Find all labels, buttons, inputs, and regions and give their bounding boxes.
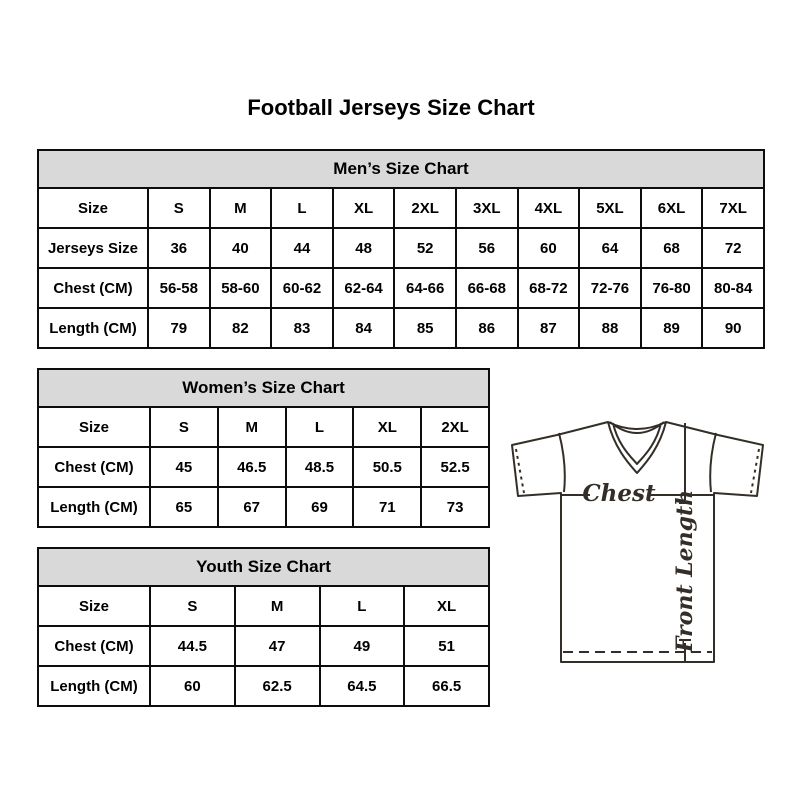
length-cell: 69 [286, 487, 354, 527]
length-cell: 90 [702, 308, 764, 348]
jersey-size-cell: 72 [702, 228, 764, 268]
size-cell: M [218, 407, 286, 447]
size-cell: XL [353, 407, 421, 447]
length-cell: 64.5 [320, 666, 405, 706]
youth-table-title: Youth Size Chart [38, 548, 489, 586]
chest-cell: 80-84 [702, 268, 764, 308]
jersey-size-cell: 52 [394, 228, 456, 268]
length-cell: 60 [150, 666, 235, 706]
length-cell: 84 [333, 308, 395, 348]
size-cell: L [271, 188, 333, 228]
table-row [38, 626, 489, 666]
row-label: Length (CM) [38, 308, 148, 348]
table-header-row [38, 150, 764, 188]
length-cell: 83 [271, 308, 333, 348]
jersey-size-cell: 60 [518, 228, 580, 268]
size-cell: 7XL [702, 188, 764, 228]
table-header-row [38, 548, 489, 586]
page-title: Football Jerseys Size Chart [247, 95, 535, 120]
length-cell: 62.5 [235, 666, 320, 706]
size-cell: 4XL [518, 188, 580, 228]
chest-cell: 48.5 [286, 447, 354, 487]
length-cell: 71 [353, 487, 421, 527]
row-label: Length (CM) [38, 666, 150, 706]
length-cell: 82 [210, 308, 272, 348]
row-label: Size [38, 188, 148, 228]
chest-cell: 58-60 [210, 268, 272, 308]
chest-cell: 60-62 [271, 268, 333, 308]
chest-cell: 45 [150, 447, 218, 487]
chest-cell: 66-68 [456, 268, 518, 308]
length-cell: 65 [150, 487, 218, 527]
jersey-size-cell: 40 [210, 228, 272, 268]
table-row [38, 666, 489, 706]
size-cell: M [210, 188, 272, 228]
size-cell: 6XL [641, 188, 703, 228]
size-cell: L [320, 586, 405, 626]
jersey-size-cell: 36 [148, 228, 210, 268]
mens-table-title: Men’s Size Chart [38, 150, 764, 188]
length-cell: 87 [518, 308, 580, 348]
length-cell: 88 [579, 308, 641, 348]
row-label: Chest (CM) [38, 447, 150, 487]
length-cell: 67 [218, 487, 286, 527]
chest-cell: 72-76 [579, 268, 641, 308]
row-label: Size [38, 407, 150, 447]
womens-size-table [37, 368, 490, 528]
row-label: Length (CM) [38, 487, 150, 527]
size-cell: 2XL [421, 407, 489, 447]
chest-cell: 52.5 [421, 447, 489, 487]
size-cell: 2XL [394, 188, 456, 228]
size-cell: S [150, 586, 235, 626]
table-row [38, 447, 489, 487]
chest-cell: 62-64 [333, 268, 395, 308]
jersey-size-cell: 56 [456, 228, 518, 268]
length-cell: 86 [456, 308, 518, 348]
chest-cell: 64-66 [394, 268, 456, 308]
row-label: Size [38, 586, 150, 626]
table-row [38, 586, 489, 626]
size-cell: L [286, 407, 354, 447]
chest-cell: 76-80 [641, 268, 703, 308]
jersey-outline [512, 422, 763, 662]
youth-size-table [37, 547, 490, 707]
table-row [38, 268, 764, 308]
chest-cell: 50.5 [353, 447, 421, 487]
row-label: Chest (CM) [38, 626, 150, 666]
row-label: Jerseys Size [38, 228, 148, 268]
table-row [38, 487, 489, 527]
jersey-size-cell: 68 [641, 228, 703, 268]
front-length-label: Front Length [672, 489, 698, 653]
womens-table-title: Women’s Size Chart [38, 369, 489, 407]
length-cell: 66.5 [404, 666, 489, 706]
chest-cell: 44.5 [150, 626, 235, 666]
jersey-size-cell: 48 [333, 228, 395, 268]
jersey-size-cell: 44 [271, 228, 333, 268]
length-cell: 89 [641, 308, 703, 348]
mens-size-table [37, 149, 765, 349]
row-label: Chest (CM) [38, 268, 148, 308]
table-row [38, 188, 764, 228]
size-cell: 3XL [456, 188, 518, 228]
chest-label: Chest [582, 480, 656, 507]
size-cell: M [235, 586, 320, 626]
chest-cell: 56-58 [148, 268, 210, 308]
table-row [38, 228, 764, 268]
size-cell: XL [333, 188, 395, 228]
table-header-row [38, 369, 489, 407]
chest-cell: 68-72 [518, 268, 580, 308]
chest-cell: 46.5 [218, 447, 286, 487]
table-row [38, 407, 489, 447]
table-row [38, 308, 764, 348]
length-cell: 85 [394, 308, 456, 348]
length-cell: 73 [421, 487, 489, 527]
size-cell: S [150, 407, 218, 447]
size-cell: XL [404, 586, 489, 626]
jersey-measurement-diagram [503, 400, 781, 690]
length-cell: 79 [148, 308, 210, 348]
chest-cell: 47 [235, 626, 320, 666]
size-cell: S [148, 188, 210, 228]
chest-cell: 49 [320, 626, 405, 666]
jersey-size-cell: 64 [579, 228, 641, 268]
chest-cell: 51 [404, 626, 489, 666]
size-cell: 5XL [579, 188, 641, 228]
